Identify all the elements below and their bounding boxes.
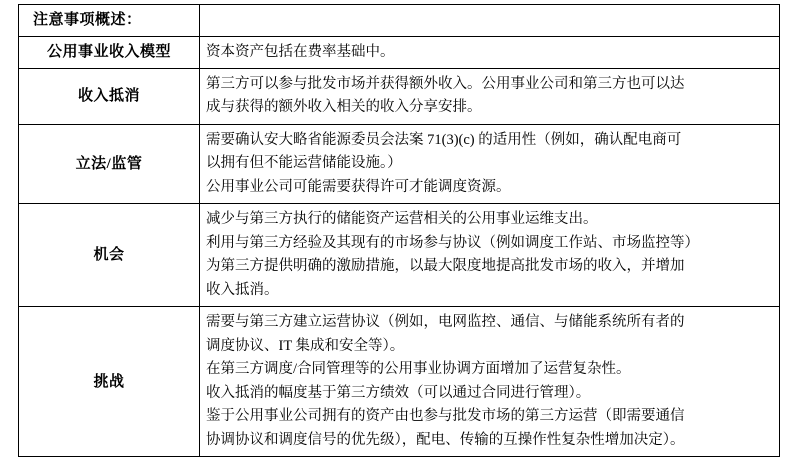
row-content-line: 收入抵消的幅度基于第三方绩效（可以通过合同进行管理）。 — [206, 384, 591, 401]
row-label: 注意事项概述： — [19, 5, 200, 37]
table-row — [19, 124, 780, 203]
row-content-line: 以拥有但不能运营储能设施。） — [206, 155, 402, 172]
row-content-line: 在第三方调度/合同管理等的公用事业协调方面增加了运营复杂性。 — [206, 361, 631, 378]
table-row — [19, 204, 780, 307]
row-content-line: 收入抵消。 — [206, 281, 279, 298]
row-content — [200, 204, 780, 307]
row-content-line: 资本资产包括在费率基础中。 — [206, 43, 395, 60]
row-content-line: 鉴于公用事业公司拥有的资产由也参与批发市场的第三方运营（即需要通信 — [206, 408, 685, 425]
table-row — [19, 36, 780, 68]
document-page — [0, 4, 800, 462]
table-row — [19, 68, 780, 124]
table-body — [19, 5, 780, 457]
row-content-line: 利用与第三方经验及其现有的市场参与协议（例如调度工作站、市场监控等） — [206, 234, 699, 251]
row-content-line: 需要确认安大略省能源委员会法案 71(3)(c) 的适用性（例如，确认配电商可 — [206, 131, 682, 148]
row-content-line: 减少与第三方执行的储能资产运营相关的公用事业运维支出。 — [206, 211, 598, 228]
row-content-line: 需要与第三方建立运营协议（例如，电网监控、通信、与储能系统所有者的 — [206, 314, 685, 331]
row-content-line: 公用事业公司可能需要获得许可才能调度资源。 — [206, 178, 511, 195]
row-label: 公用事业收入模型 — [19, 36, 200, 68]
row-content-line: 成与获得的额外收入相关的收入分享安排。 — [206, 99, 482, 116]
table-row — [19, 5, 780, 37]
row-content — [200, 36, 780, 68]
row-content-line: 第三方可以参与批发市场并获得额外收入。公用事业公司和第三方也可以达 — [206, 75, 685, 92]
table-row — [19, 307, 780, 457]
row-content-line: 调度协议、IT 集成和安全等）。 — [206, 337, 405, 354]
row-label: 机会 — [19, 204, 200, 307]
row-content-line: 协调协议和调度信号的优先级），配电、传输的互操作性复杂性增加决定）。 — [206, 431, 685, 448]
row-content — [200, 68, 780, 124]
row-content — [200, 307, 780, 457]
row-content — [200, 124, 780, 203]
row-label: 立法/监管 — [19, 124, 200, 203]
row-content-line: 为第三方提供明确的激励措施，以最大限度地提高批发市场的收入，并增加 — [206, 258, 685, 275]
row-label: 收入抵消 — [19, 68, 200, 124]
row-content — [200, 5, 780, 37]
considerations-table — [18, 4, 780, 457]
row-label: 挑战 — [19, 307, 200, 457]
